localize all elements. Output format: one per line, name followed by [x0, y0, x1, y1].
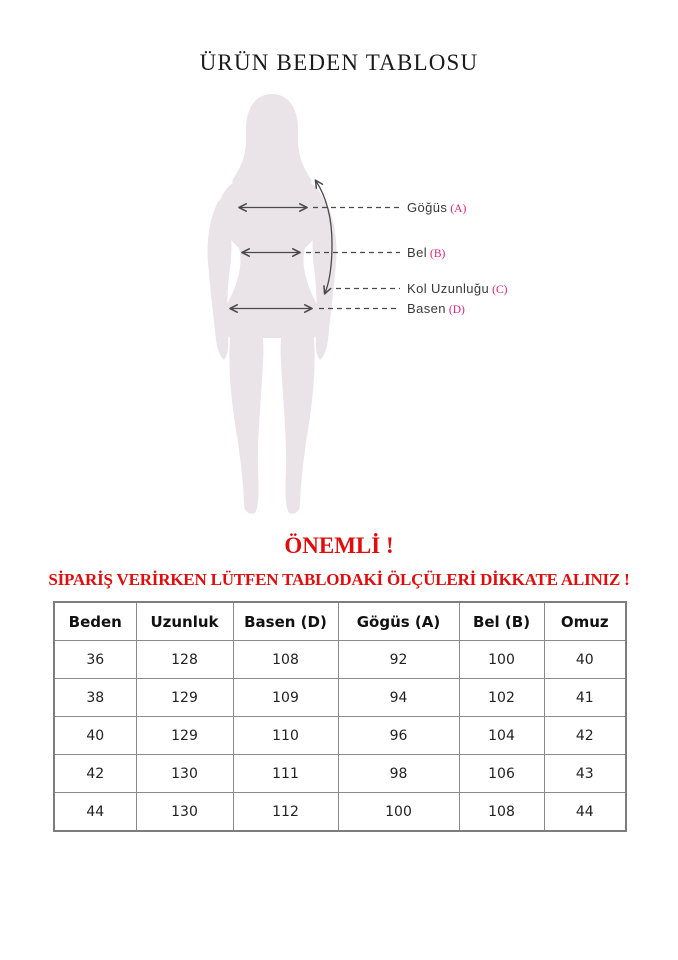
- table-row: [54, 755, 626, 793]
- table-cell: 38: [54, 679, 136, 717]
- measure-label-kol: [407, 281, 507, 296]
- table-cell: 44: [544, 793, 626, 832]
- column-header: Uzunluk: [136, 602, 233, 641]
- table-cell: 100: [459, 641, 544, 679]
- table-cell: 36: [54, 641, 136, 679]
- table-cell: 110: [233, 717, 338, 755]
- table-cell: 42: [544, 717, 626, 755]
- table-cell: 102: [459, 679, 544, 717]
- table-cell: 130: [136, 755, 233, 793]
- table-cell: 96: [338, 717, 459, 755]
- table-row: [54, 717, 626, 755]
- table-cell: 111: [233, 755, 338, 793]
- measure-label-text: Kol Uzunluğu: [407, 281, 490, 296]
- table-cell: 128: [136, 641, 233, 679]
- measure-label-gogus: [407, 200, 466, 215]
- measure-label-code: (B): [430, 248, 446, 260]
- table-cell: 43: [544, 755, 626, 793]
- table-cell: 94: [338, 679, 459, 717]
- page-title: ÜRÜN BEDEN TABLOSU: [199, 50, 479, 75]
- table-cell: 108: [459, 793, 544, 832]
- table-cell: 40: [544, 641, 626, 679]
- column-header: Omuz: [544, 602, 626, 641]
- female-silhouette-icon: [208, 94, 337, 514]
- table-cell: 130: [136, 793, 233, 832]
- column-header: Bel (B): [459, 602, 544, 641]
- table-cell: 106: [459, 755, 544, 793]
- table-cell: 92: [338, 641, 459, 679]
- column-header: Gögüs (A): [338, 602, 459, 641]
- table-cell: 40: [54, 717, 136, 755]
- table-cell: 98: [338, 755, 459, 793]
- size-table-head-row: [54, 602, 626, 641]
- table-cell: 100: [338, 793, 459, 832]
- measure-label-basen: [407, 301, 465, 316]
- table-cell: 112: [233, 793, 338, 832]
- table-cell: 41: [544, 679, 626, 717]
- measure-label-bel: [407, 245, 445, 260]
- table-cell: 129: [136, 679, 233, 717]
- size-table: [53, 601, 627, 832]
- measure-label-code: (A): [450, 203, 467, 215]
- measure-label-text: Bel: [407, 245, 427, 260]
- table-row: [54, 793, 626, 832]
- table-cell: 129: [136, 717, 233, 755]
- table-cell: 42: [54, 755, 136, 793]
- table-cell: 104: [459, 717, 544, 755]
- table-row: [54, 679, 626, 717]
- measure-label-code: (D): [448, 304, 465, 316]
- measure-label-text: Göğüs: [407, 200, 448, 215]
- column-header: Beden: [54, 602, 136, 641]
- table-cell: 109: [233, 679, 338, 717]
- table-cell: 44: [54, 793, 136, 832]
- important-subheading: SİPARİŞ VERİRKEN LÜTFEN TABLODAKİ ÖLÇÜLERİ DİKKATE ALINIZ !: [48, 570, 630, 589]
- column-header: Basen (D): [233, 602, 338, 641]
- important-heading: ÖNEMLİ !: [284, 533, 394, 558]
- table-cell: 108: [233, 641, 338, 679]
- table-row: [54, 641, 626, 679]
- measure-label-text: Basen: [407, 301, 446, 316]
- measure-label-code: (C): [492, 284, 508, 296]
- size-table-body: [54, 641, 626, 832]
